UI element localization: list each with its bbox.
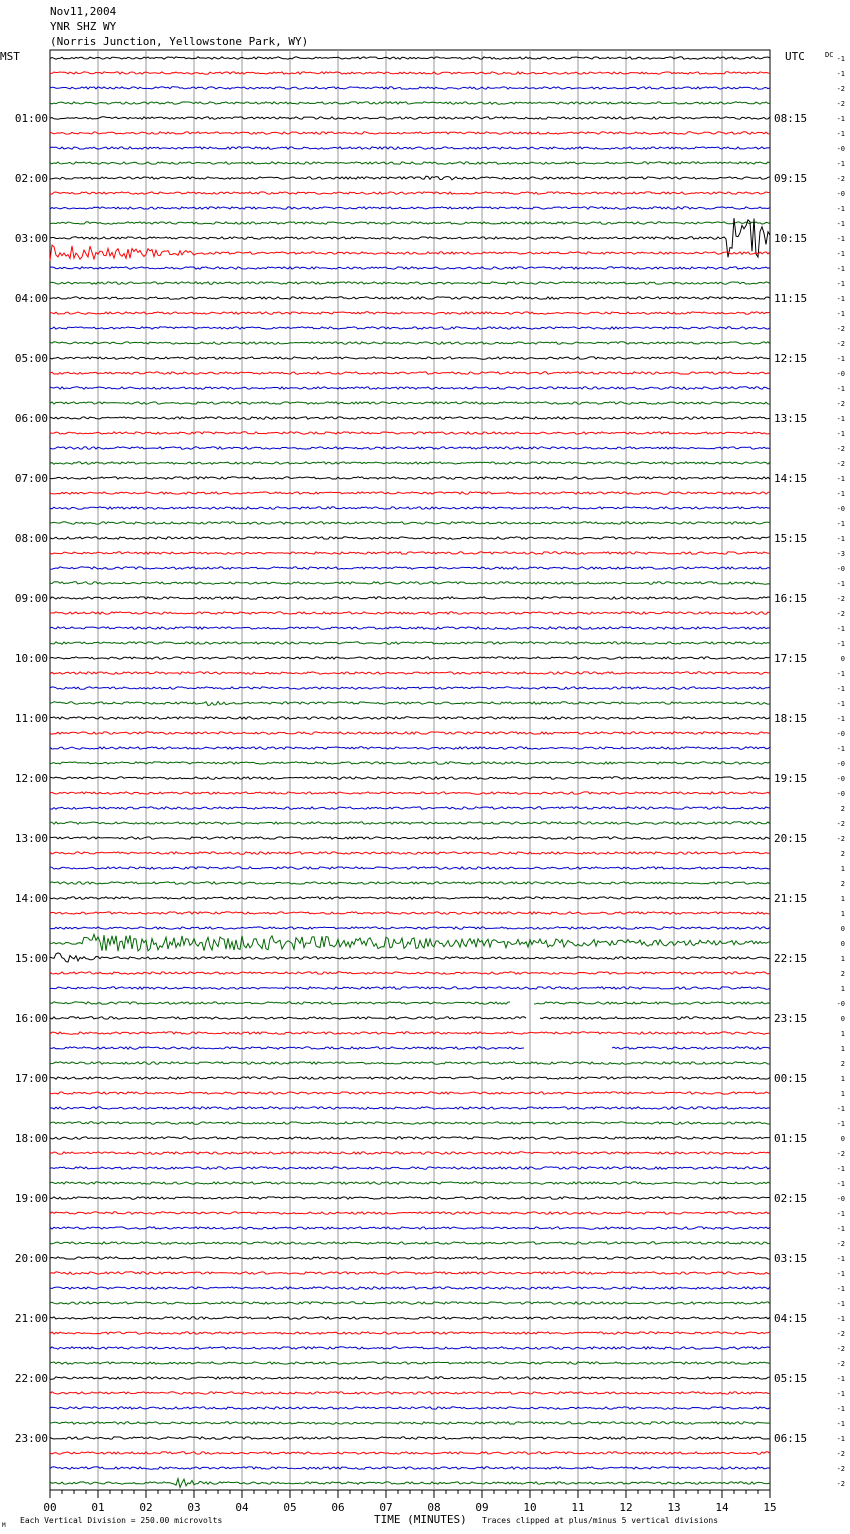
- seismic-trace: [50, 552, 770, 554]
- seismic-trace: [50, 792, 770, 794]
- dc-offset-label: -1: [836, 295, 845, 303]
- seismic-trace: [50, 1062, 770, 1064]
- dc-offset-label: 1: [840, 1075, 845, 1083]
- label-group: [0, 50, 845, 1529]
- left-hour-label: 23:00: [14, 1432, 48, 1445]
- dc-corner-label: DC: [825, 51, 834, 59]
- left-hour-label: 13:00: [14, 832, 48, 845]
- dc-offset-label: -1: [836, 1225, 845, 1233]
- seismic-trace: [50, 357, 770, 359]
- dc-offset-label: -2: [836, 1360, 845, 1368]
- dc-offset-label: -2: [836, 820, 845, 828]
- x-tick-label: 05: [283, 1501, 297, 1514]
- right-hour-label: 08:15: [774, 112, 808, 125]
- seismic-trace: [50, 222, 770, 224]
- footer-scale-note: Each Vertical Division = 250.00 microvolts: [20, 1516, 223, 1525]
- right-hour-label: 03:15: [774, 1252, 808, 1265]
- left-hour-label: 14:00: [14, 892, 48, 905]
- x-tick-label: 13: [667, 1501, 681, 1514]
- dc-offset-label: -1: [836, 580, 845, 588]
- dc-offset-label: 1: [840, 1030, 845, 1038]
- dc-offset-label: 1: [840, 1045, 845, 1053]
- x-tick-label: 01: [91, 1501, 105, 1514]
- header-location: (Norris Junction, Yellowstone Park, WY): [50, 35, 309, 48]
- dc-offset-label: -1: [836, 1300, 845, 1308]
- seismic-trace: [50, 1437, 770, 1439]
- left-hour-label: 12:00: [14, 772, 48, 785]
- seismic-trace: [50, 897, 770, 899]
- right-hour-label: 21:15: [774, 892, 808, 905]
- dc-offset-label: -1: [836, 1210, 845, 1218]
- dc-offset-label: 2: [840, 970, 845, 978]
- x-tick-label: 09: [475, 1501, 489, 1514]
- dc-offset-label: -1: [836, 715, 845, 723]
- seismic-trace: [50, 1377, 770, 1379]
- dc-offset-label: 0: [840, 1015, 845, 1023]
- seismic-trace: [50, 1212, 770, 1214]
- left-hour-label: 05:00: [14, 352, 48, 365]
- left-hour-label: 04:00: [14, 292, 48, 305]
- seismic-trace: [50, 597, 770, 599]
- dc-offset-label: 1: [840, 910, 845, 918]
- seismic-trace: [50, 87, 770, 89]
- left-hour-label: 10:00: [14, 652, 48, 665]
- right-hour-label: 02:15: [774, 1192, 808, 1205]
- seismic-trace: [50, 522, 770, 524]
- dc-offset-label: -0: [836, 790, 845, 798]
- right-hour-label: 16:15: [774, 592, 808, 605]
- dc-offset-label: -1: [836, 1105, 845, 1113]
- seismic-trace: [50, 672, 770, 674]
- dc-offset-label: -0: [836, 565, 845, 573]
- dc-offset-label: -1: [836, 265, 845, 273]
- dc-offset-label: 1: [840, 985, 845, 993]
- seismic-trace: [50, 1287, 770, 1289]
- seismic-trace: [50, 117, 770, 119]
- seismic-trace: [50, 192, 770, 194]
- seismic-trace: [50, 267, 770, 269]
- right-hour-label: 22:15: [774, 952, 808, 965]
- left-hour-label: 03:00: [14, 232, 48, 245]
- seismic-trace: [50, 1347, 770, 1349]
- right-hour-label: 15:15: [774, 532, 808, 545]
- dc-offset-label: -1: [836, 700, 845, 708]
- dc-offset-label: -1: [836, 250, 845, 258]
- dc-offset-label: -1: [836, 1285, 845, 1293]
- seismic-trace: [50, 762, 770, 764]
- dc-offset-label: -2: [836, 1330, 845, 1338]
- seismic-trace: [50, 1242, 770, 1244]
- dc-offset-label: 1: [840, 895, 845, 903]
- left-hour-label: 22:00: [14, 1372, 48, 1385]
- seismic-trace: [50, 327, 770, 329]
- x-tick-label: 00: [43, 1501, 57, 1514]
- dc-offset-label: 1: [840, 865, 845, 873]
- seismic-trace: [50, 1152, 770, 1154]
- right-hour-label: 19:15: [774, 772, 808, 785]
- seismic-trace: [50, 972, 770, 974]
- seismic-trace: [50, 1332, 770, 1334]
- dc-offset-label: -0: [836, 145, 845, 153]
- seismic-trace: [50, 1167, 770, 1169]
- seismic-trace: [50, 372, 770, 374]
- seismic-trace: [50, 612, 770, 614]
- dc-offset-label: -0: [836, 190, 845, 198]
- header-station: YNR SHZ WY: [50, 20, 117, 33]
- right-hour-label: 20:15: [774, 832, 808, 845]
- seismic-trace: [50, 162, 770, 164]
- seismic-trace: [50, 934, 770, 951]
- dc-offset-label: -1: [836, 220, 845, 228]
- seismic-trace: [50, 1257, 770, 1259]
- left-hour-label: 21:00: [14, 1312, 48, 1325]
- seismic-trace: [50, 1392, 770, 1394]
- dc-offset-label: -2: [836, 460, 845, 468]
- seismic-trace: [50, 642, 770, 644]
- dc-offset-label: -1: [836, 310, 845, 318]
- dc-offset-label: -1: [836, 1180, 845, 1188]
- seismic-trace: [50, 477, 770, 479]
- right-hour-label: 17:15: [774, 652, 808, 665]
- dc-offset-label: -1: [836, 1375, 845, 1383]
- seismic-trace: [50, 747, 770, 749]
- seismic-trace: [50, 1197, 770, 1199]
- seismic-trace: [50, 567, 770, 569]
- dc-offset-label: -2: [836, 1150, 845, 1158]
- x-tick-label: 12: [619, 1501, 633, 1514]
- dc-offset-label: -0: [836, 1195, 845, 1203]
- dc-offset-label: -1: [836, 280, 845, 288]
- seismic-trace: [50, 147, 770, 149]
- dc-offset-label: -2: [836, 340, 845, 348]
- left-hour-label: 08:00: [14, 532, 48, 545]
- dc-offset-label: -1: [836, 205, 845, 213]
- dc-offset-label: -1: [836, 625, 845, 633]
- seismic-trace: [50, 1407, 770, 1409]
- seismic-trace: [50, 1227, 770, 1229]
- seismic-trace: [50, 657, 770, 659]
- dc-offset-label: -1: [836, 475, 845, 483]
- right-hour-label: 11:15: [774, 292, 808, 305]
- corner-mark: M: [2, 1522, 6, 1529]
- right-hour-label: 06:15: [774, 1432, 808, 1445]
- dc-offset-label: -1: [836, 430, 845, 438]
- seismic-trace: [50, 462, 770, 464]
- left-hour-label: 06:00: [14, 412, 48, 425]
- seismic-trace: [50, 1422, 770, 1424]
- dc-offset-label: -1: [836, 415, 845, 423]
- left-hour-label: 17:00: [14, 1072, 48, 1085]
- left-hour-label: 09:00: [14, 592, 48, 605]
- seismic-trace: [50, 207, 770, 209]
- dc-offset-label: -1: [836, 1255, 845, 1263]
- seismic-trace: [50, 822, 770, 824]
- seismic-trace: [50, 953, 770, 962]
- dc-offset-label: -1: [836, 490, 845, 498]
- seismic-trace: [50, 57, 770, 59]
- seismic-trace: [50, 732, 770, 734]
- x-tick-label: 03: [187, 1501, 201, 1514]
- seismic-trace: [50, 342, 770, 344]
- left-hour-label: 01:00: [14, 112, 48, 125]
- dc-offset-label: -2: [836, 100, 845, 108]
- dc-offset-label: 1: [840, 1090, 845, 1098]
- dc-offset-label: -2: [836, 610, 845, 618]
- seismic-trace: [50, 1077, 770, 1079]
- seismic-trace: [50, 582, 770, 584]
- dc-offset-label: -1: [836, 685, 845, 693]
- right-hour-label: 13:15: [774, 412, 808, 425]
- seismic-trace: [50, 1137, 770, 1139]
- x-tick-label: 10: [523, 1501, 537, 1514]
- seismic-trace: [50, 176, 770, 180]
- x-axis-title: TIME (MINUTES): [374, 1513, 467, 1526]
- dc-offset-label: -2: [836, 1450, 845, 1458]
- seismic-trace: [50, 837, 770, 839]
- dc-offset-label: -1: [836, 520, 845, 528]
- left-timezone-label: MST: [0, 50, 20, 63]
- right-hour-label: 01:15: [774, 1132, 808, 1145]
- seismic-trace: [50, 927, 770, 929]
- seismic-trace: [50, 1017, 770, 1019]
- seismic-trace: [50, 102, 770, 104]
- right-timezone-label: UTC: [785, 50, 805, 63]
- seismic-trace: [50, 687, 770, 689]
- dc-offset-label: -1: [836, 1315, 845, 1323]
- seismic-trace: [50, 1452, 770, 1454]
- seismic-trace: [50, 432, 770, 434]
- seismic-trace: [50, 282, 770, 284]
- dc-offset-label: -1: [836, 1420, 845, 1428]
- dc-offset-label: 0: [840, 655, 845, 663]
- seismic-trace: [50, 537, 770, 539]
- dc-offset-label: -1: [836, 1405, 845, 1413]
- seismic-trace: [50, 852, 770, 854]
- dc-offset-label: -1: [836, 70, 845, 78]
- seismic-trace: [50, 1032, 770, 1034]
- x-tick-label: 07: [379, 1501, 393, 1514]
- footer-clip-note: Traces clipped at plus/minus 5 vertical divisions: [482, 1516, 719, 1525]
- dc-offset-label: -0: [836, 370, 845, 378]
- dc-offset-label: -1: [836, 1270, 845, 1278]
- dc-offset-label: -1: [836, 1435, 845, 1443]
- right-hour-label: 00:15: [774, 1072, 808, 1085]
- seismic-trace: [50, 987, 770, 989]
- dc-offset-label: -1: [836, 385, 845, 393]
- seismic-trace: [50, 417, 770, 419]
- dc-offset-label: -0: [836, 730, 845, 738]
- seismic-trace: [50, 1467, 770, 1469]
- dc-offset-label: -2: [836, 1465, 845, 1473]
- dc-offset-label: -1: [836, 1120, 845, 1128]
- seismic-trace: [50, 1479, 770, 1488]
- dc-offset-label: -0: [836, 760, 845, 768]
- x-tick-label: 14: [715, 1501, 729, 1514]
- seismic-trace: [50, 1317, 770, 1319]
- seismic-trace: [50, 245, 770, 260]
- right-hour-label: 23:15: [774, 1012, 808, 1025]
- dc-offset-label: -2: [836, 835, 845, 843]
- dc-offset-label: -2: [836, 400, 845, 408]
- dc-offset-label: 0: [840, 1135, 845, 1143]
- seismic-trace: [50, 1362, 770, 1364]
- seismic-trace: [50, 492, 770, 494]
- seismic-trace: [50, 1272, 770, 1274]
- seismic-trace: [50, 297, 770, 299]
- dc-offset-label: 0: [840, 940, 845, 948]
- dc-offset-label: 0: [840, 925, 845, 933]
- right-hour-label: 05:15: [774, 1372, 808, 1385]
- x-tick-label: 06: [331, 1501, 345, 1514]
- dc-offset-label: -2: [836, 445, 845, 453]
- seismic-trace: [50, 807, 770, 809]
- dc-offset-label: -2: [836, 1240, 845, 1248]
- dc-offset-label: -2: [836, 1480, 845, 1488]
- dc-offset-label: -1: [836, 235, 845, 243]
- right-hour-label: 18:15: [774, 712, 808, 725]
- seismic-trace: [50, 387, 770, 389]
- seismic-trace: [50, 132, 770, 134]
- dc-offset-label: 1: [840, 955, 845, 963]
- seismic-trace: [50, 1182, 770, 1184]
- dc-offset-label: -0: [836, 775, 845, 783]
- seismic-trace: [50, 627, 770, 629]
- left-hour-label: 19:00: [14, 1192, 48, 1205]
- seismic-trace: [50, 1047, 770, 1049]
- right-hour-label: 09:15: [774, 172, 808, 185]
- seismic-trace: [50, 447, 770, 449]
- left-hour-label: 15:00: [14, 952, 48, 965]
- right-hour-label: 12:15: [774, 352, 808, 365]
- dc-offset-label: -2: [836, 325, 845, 333]
- right-hour-label: 10:15: [774, 232, 808, 245]
- left-hour-label: 20:00: [14, 1252, 48, 1265]
- dc-offset-label: -1: [836, 535, 845, 543]
- seismic-trace: [50, 1002, 770, 1004]
- dc-offset-label: 2: [840, 880, 845, 888]
- left-hour-label: 02:00: [14, 172, 48, 185]
- right-hour-label: 14:15: [774, 472, 808, 485]
- dc-offset-label: -2: [836, 595, 845, 603]
- seismic-trace: [50, 1107, 770, 1109]
- dc-offset-label: -0: [836, 1000, 845, 1008]
- dc-offset-label: -1: [836, 1165, 845, 1173]
- x-tick-label: 11: [571, 1501, 585, 1514]
- dc-offset-label: 2: [840, 805, 845, 813]
- left-hour-label: 07:00: [14, 472, 48, 485]
- x-tick-label: 08: [427, 1501, 441, 1514]
- seismic-trace: [50, 1302, 770, 1304]
- seismic-trace: [50, 777, 770, 779]
- dc-offset-label: -1: [836, 745, 845, 753]
- seismic-trace: [50, 701, 770, 705]
- seismic-trace: [50, 402, 770, 404]
- dc-offset-label: -3: [836, 550, 845, 558]
- seismic-trace: [50, 72, 770, 74]
- dc-offset-label: -1: [836, 640, 845, 648]
- seismic-trace: [50, 1092, 770, 1094]
- dc-offset-label: -2: [836, 175, 845, 183]
- seismic-trace: [50, 507, 770, 509]
- dc-offset-label: -1: [836, 130, 845, 138]
- seismic-trace: [50, 717, 770, 719]
- header-date: Nov11,2004: [50, 5, 117, 18]
- trace-group: [50, 57, 770, 1488]
- dc-offset-label: 2: [840, 1060, 845, 1068]
- seismic-trace: [50, 312, 770, 314]
- dc-offset-label: -1: [836, 115, 845, 123]
- left-hour-label: 11:00: [14, 712, 48, 725]
- seismic-trace: [50, 882, 770, 884]
- seismic-trace: [50, 867, 770, 869]
- x-tick-label: 02: [139, 1501, 153, 1514]
- dc-offset-label: -1: [836, 55, 845, 63]
- dc-offset-label: -1: [836, 160, 845, 168]
- dc-offset-label: -1: [836, 1390, 845, 1398]
- x-tick-label: 04: [235, 1501, 249, 1514]
- dc-offset-label: -1: [836, 355, 845, 363]
- dc-offset-label: -1: [836, 670, 845, 678]
- seismic-trace: [50, 1122, 770, 1124]
- dc-offset-label: 2: [840, 850, 845, 858]
- x-tick-label: 15: [763, 1501, 777, 1514]
- dc-offset-label: -0: [836, 505, 845, 513]
- right-hour-label: 04:15: [774, 1312, 808, 1325]
- seismic-trace: [50, 912, 770, 914]
- dc-offset-label: -2: [836, 85, 845, 93]
- left-hour-label: 16:00: [14, 1012, 48, 1025]
- dc-offset-label: -2: [836, 1345, 845, 1353]
- left-hour-label: 18:00: [14, 1132, 48, 1145]
